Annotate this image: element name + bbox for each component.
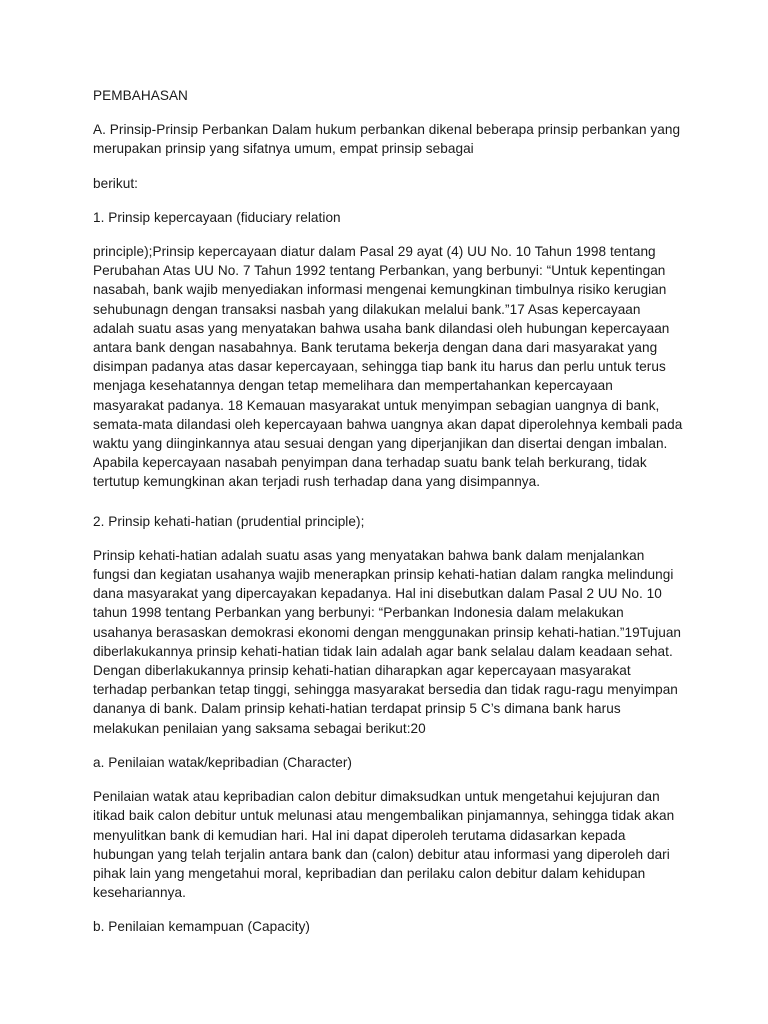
paragraph-character-title: a. Penilaian watak/kepribadian (Character)	[93, 754, 353, 770]
paragraph-prinsip-2-body: Prinsip kehati-hatian adalah suatu asas yang menyatakan bahwa bank dalam menjalankan fungsi dan kegiatan usahanya wajib menerapkan prinsip kehati-hatian dalam rangka melindungi dana masyarakat yang dipercayakan kepadanya. Hal ini disebutkan dalam Pasal 2 UU No. 10 tahun 1998 tentang Perbankan yang berbunyi: “Perbankan Indonesia dalam melakukan usahanya berasaskan demokrasi ekonomi dengan menggunakan prinsip kehati-hatian.”19Tujuan diberlakukannya prinsip kehati-hatian tidak lain adalah agar bank selalau dalam keadaan sehat. Dengan diberlakukannya prinsip kehati-hatian diharapkan agar kepercayaan masyarakat terhadap perbankan tetap tinggi, sehingga masyarakat bersedia dan tidak ragu-ragu menyimpan dananya di bank. Dalam prinsip kehati-hatian terdapat prinsip 5 C’s dimana bank harus melakukan penilaian yang saksama sebagai berikut:20	[93, 547, 682, 736]
paragraph-prinsip-2-title: 2. Prinsip kehati-hatian (prudential principle);	[93, 513, 365, 529]
paragraph-prinsip-1-body: principle);Prinsip kepercayaan diatur dalam Pasal 29 ayat (4) UU No. 10 Tahun 1998 tentang Perubahan Atas UU No. 7 Tahun 1992 tentang Perbankan, yang berbunyi: “Untuk kepentingan nasabah, bank wajib menyediakan informasi mengenai kemungkinan timbulnya risiko kerugian sehubunagn dengan transaksi nasbah yang dilakukan melalui bank.”17 Asas kepercayaan adalah suatu asas yang menyatakan bahwa usaha bank dilandasi oleh hubungan kepercayaan antara bank dengan nasabahnya. Bank terutama bekerja dengan dana dari masyarakat yang disimpan padanya atas dasar kepercayaan, sehingga tiap bank itu harus dan perlu untuk terus menjaga kesehatannya dengan tetap memelihara dan mempertahankan kepercayaan masyarakat padanya. 18 Kemauan masyarakat untuk menyimpan sebagian uangnya di bank, semata-mata dilandasi oleh kepercayaan bahwa uangnya akan dapat diperolehnya kembali pada waktu yang diinginkannya atau sesuai dengan yang diperjanjikan dan disertai dengan imbalan. Apabila kepercayaan nasabah penyimpan dana terhadap suatu bank telah berkurang, tidak tertutup kemungkinan akan terjadi rush terhadap dana yang disimpannya.	[93, 244, 683, 490]
paragraph-berikut: berikut:	[93, 175, 138, 191]
document-page	[93, 86, 683, 952]
document-heading: PEMBAHASAN	[93, 88, 188, 103]
paragraph-prinsip-1-title: 1. Prinsip kepercayaan (fiduciary relation	[93, 209, 341, 225]
paragraph-character-body: Penilaian watak atau kepribadian calon debitur dimaksudkan untuk mengetahui kejujuran dan itikad baik calon debitur untuk melunasi atau mengembalikan pinjamannya, sehingga tidak akan menyulitkan bank di kemudian hari. Hal ini dapat diperoleh terutama didasarkan kepada hubungan yang telah terjalin antara bank dan (calon) debitur atau informasi yang diperoleh dari pihak lain yang mengetahui moral, kepribadian dan perilaku calon debitur dalam kehidupan kesehariannya.	[93, 789, 675, 901]
paragraph-section-a: A. Prinsip-Prinsip Perbankan Dalam hukum perbankan dikenal beberapa prinsip perbankan yang merupakan prinsip yang sifatnya umum, empat prinsip sebagai	[93, 122, 681, 157]
paragraph-capacity-title: b. Penilaian kemampuan (Capacity)	[93, 919, 310, 935]
